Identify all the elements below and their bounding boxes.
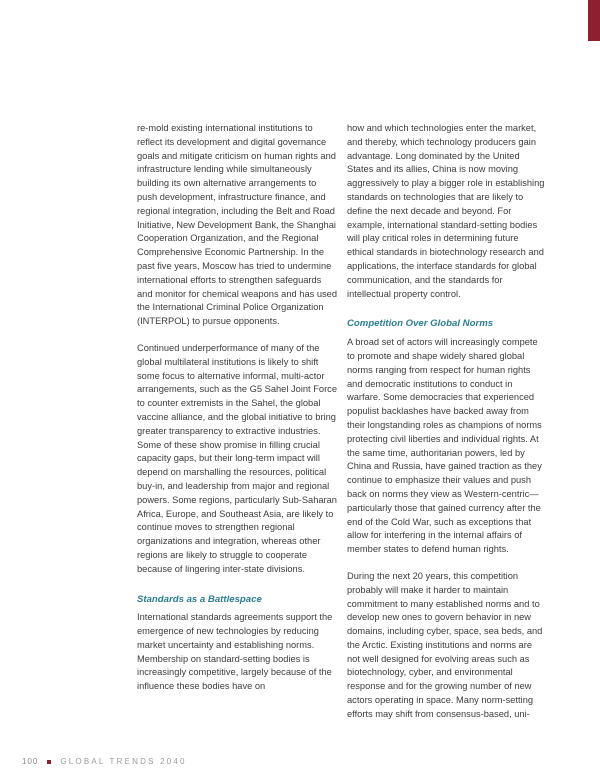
page-content (137, 122, 547, 735)
left-column (137, 122, 337, 735)
footer-marker-square (47, 760, 51, 764)
page-number: 100 (22, 757, 39, 766)
page-footer (22, 757, 187, 766)
paragraph: International standards agreements support the emergence of new technologies by reducing market uncertainty and establishing norms. Membership on standard-setting bodies is increasingly competitive, largely because of the influence these bodies have on (137, 612, 333, 692)
paragraph: re-mold existing international institutions to reflect its development and digital governance goals and mitigate criticism on human rights and infrastructure lending while simultaneously building its own alternative arrangements to push development, infrastructure finance, and regional integration, including the Belt and Road Initiative, New Development Bank, the Shanghai Cooperation Organization, and the Regional Comprehensive Economic Partnership. In the past five years, Moscow has tried to undermine international efforts to strengthen safeguards and monitor for chemical weapons and has used the International Criminal Police Organization (INTERPOL) to pursue opponents. (137, 123, 338, 327)
page-corner-accent-bar (588, 0, 600, 41)
right-column (347, 122, 547, 735)
section-heading-competition-over-global-norms: Competition Over Global Norms (347, 318, 494, 330)
paragraph: Continued underperformance of many of the global multilateral institutions is likely to shift some focus to alternative informal, multi-actor arrangements, such as the G5 Sahel Joint Force to counter extremists in the Sahel, the global vaccine alliance, and the global initiative to bring greater transparency to extractive industries. Some of these show promise in filling crucial capacity gaps, but their long-term impact will depend on marshalling the resources, political buy-in, and leadership from major and regional powers. Some regions, particularly Sub-Saharan Africa, Europe, and Southeast Asia, are likely to continue moves to strengthen regional organizations and integration, whereas other regions are likely to struggle to cooperate because of lingering inter-state divisions. (137, 342, 337, 574)
section-heading-standards-as-a-battlespace: Standards as a Battlespace (137, 593, 262, 605)
paragraph: how and which technologies enter the market, and thereby, which technology producers gain advantage. Long dominated by the United States and its allies, China is now moving aggressively to play a bigger role in establishing standards on technologies that are likely to define the next decade and beyond. For example, international standard-setting bodies will play critical roles in determining future ethical standards in biotechnology research and applications, the interface standards for global communication, and the standards for intellectual property control. (347, 123, 545, 299)
paragraph: During the next 20 years, this competition probably will make it harder to maintain commitment to many established norms and to develop new ones to govern behavior in new domains, including cyber, space, sea beds, and the Arctic. Existing institutions and norms are not well designed for evolving areas such as biotechnology, cyber, and environmental response and for the growing number of new actors operating in space. Many norm-setting efforts may shift from consensus-based, uni- (347, 570, 543, 719)
footer-report-title: GLOBAL TRENDS 2040 (60, 757, 187, 766)
paragraph: A broad set of actors will increasingly compete to promote and shape widely shared global norms ranging from respect for human rights and democratic institutions to conduct in warfare. Some democracies that experienced populist backlashes have backed away from their longstanding roles as champions of norms protecting civil liberties and individual rights. At the same time, authoritarian powers, led by China and Russia, have gained traction as they continue to emphasize their values and push back on norms they view as Western-centric—particularly those that gained currency after the end of the Cold War, such as exceptions that allow for interfering in the internal affairs of member states to defend human rights. (347, 337, 542, 555)
